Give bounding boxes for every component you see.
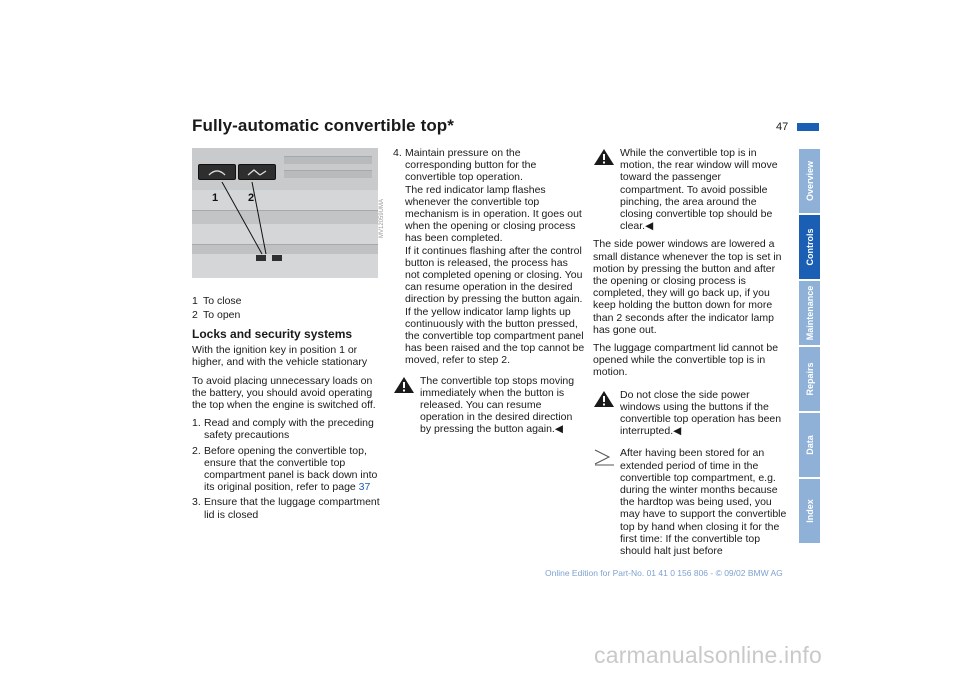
legend-item: 2 To open — [192, 308, 241, 321]
warning-note: Do not close the side power windows using the buttons if the convertible top operation has been interrupted.◀ — [593, 389, 787, 438]
page-number-bar — [797, 123, 819, 131]
warning-triangle-icon — [393, 376, 415, 394]
figure-legend — [192, 295, 386, 322]
page-reference-link[interactable]: 37 — [358, 481, 371, 494]
tab-repairs[interactable]: Repairs — [799, 347, 820, 411]
steps-list — [192, 417, 386, 521]
list-item: 1. Read and comply with the preceding safety precautions — [192, 417, 374, 442]
warning-triangle-icon — [593, 148, 615, 166]
callout-label-1: 1 — [212, 192, 219, 204]
note-arrow-icon — [593, 448, 615, 466]
step-4: 4. Maintain pressure on the corresponding button for the convertible top operation. The red indicator lamp flashes whenever the convertible top mechanism is in operation. It goes out when the opening or closing process has been completed. If it continues flashing after the control button is released, the process has not completed opening or closing. You can resume operation in the desired direction by pressing the button again. If the yellow indicator lamp lights up continuously with the button pressed, the convertible top compartment panel has been raised and the top cannot be moved, refer to step 2. — [393, 147, 585, 367]
step-4-yellow-lamp: If the yellow indicator lamp lights up continuously with the button pressed, the convertible top compartment panel has been raised and the top cannot be moved, refer to step 2. — [405, 305, 585, 367]
tab-index[interactable]: Index — [799, 479, 820, 543]
section-intro: With the ignition key in position 1 or higher, and with the vehicle stationary — [192, 344, 368, 369]
section-tabs — [799, 149, 820, 545]
tab-data[interactable]: Data — [799, 413, 820, 477]
watermark: carmanualsonline.info — [594, 642, 822, 668]
step-4-text: Maintain pressure on the corresponding button for the convertible top operation. — [405, 147, 537, 184]
battery-note: To avoid placing unnecessary loads on the battery, you should avoid operating the top when the engine is switched off. — [192, 374, 376, 412]
tab-maintenance[interactable]: Maintenance — [799, 281, 820, 345]
step-4-red-lamp: The red indicator lamp flashes whenever the convertible top mechanism is in operation. It goes out when the opening or closing process has been completed. — [405, 183, 582, 245]
tab-controls[interactable]: Controls — [799, 215, 820, 279]
info-note: After having been stored for an extended period of time in the convertible top compartment, e.g. during the winter months because the hardtop was being used, you may have to support the convertible top by hand when closing it for the first time: If the convertible top should halt just before — [593, 447, 787, 557]
power-windows-paragraph: The side power windows are lowered a small distance whenever the top is set in motion by pressing the button and after the opening or closing process is completed, they will go back up, if you keep holding the button down for more than 2 seconds after the indicator lamp has gone out. — [593, 238, 782, 336]
footer-edition: Online Edition for Part-No. 01 41 0 156 806 - © 09/02 BMW AG — [545, 568, 783, 578]
tab-overview[interactable]: Overview — [799, 149, 820, 213]
warning-note: The convertible top stops moving immediately when the button is released. You can resume operation in the desired direction by pressing the button again.◀ — [393, 375, 585, 436]
callout-label-2: 2 — [248, 192, 255, 204]
legend-item: 1 To close — [192, 295, 242, 307]
list-item: 3. Ensure that the luggage compartment lid is closed — [192, 496, 380, 521]
page-number: 47 — [776, 121, 789, 133]
luggage-paragraph: The luggage compartment lid cannot be opened while the convertible top is in motion. — [593, 342, 779, 379]
figure-code: MV12059UMA — [379, 198, 385, 238]
step-4-flashing: If it continues flashing after the control button is released, the process has not completed opening or closing. You can resume operation in the desired direction by pressing the button again. — [405, 244, 583, 306]
column-1 — [192, 295, 386, 524]
warning-triangle-icon — [593, 390, 615, 408]
callout-lines — [192, 148, 378, 278]
page-title: Fully-automatic convertible top* — [192, 116, 455, 135]
section-heading: Locks and security systems — [192, 327, 353, 341]
convertible-top-buttons-photo — [192, 148, 378, 278]
column-2 — [393, 147, 585, 442]
warning-note: While the convertible top is in motion, the rear window will move toward the passenger compartment. To avoid possible pinching, the area around the closing convertible top should be clear.◀ — [593, 147, 787, 232]
column-3 — [593, 147, 787, 563]
list-item: 2. Before opening the convertible top, ensure that the convertible top compartment panel is back down into its original position, refer to page 37 — [192, 444, 378, 494]
